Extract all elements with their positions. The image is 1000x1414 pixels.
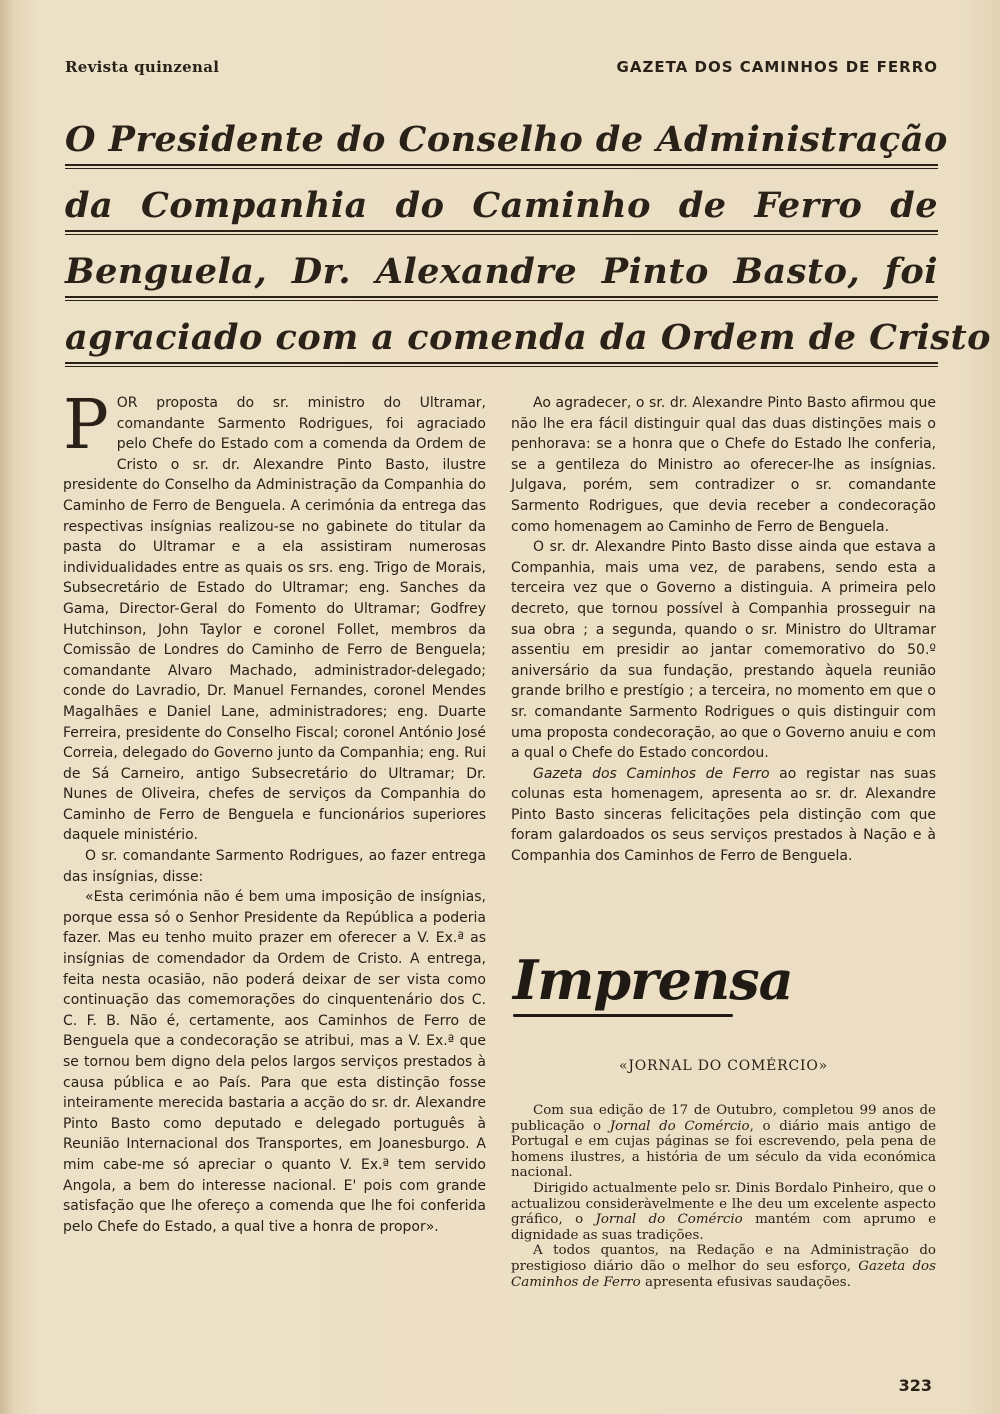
- paragraph-text: mantém com aprumo e dignidade as suas tradições.: [511, 1212, 936, 1243]
- imprensa-paragraph: [511, 1103, 936, 1181]
- imprensa-paragraph: [511, 1243, 936, 1290]
- publication-name: Gazeta dos Caminhos de Ferro: [533, 765, 770, 782]
- article-paragraph: [511, 764, 936, 867]
- article-column-left: [63, 386, 486, 1237]
- paragraph-text: OR proposta do sr. ministro do Ultramar, comandante Sarmento Rodrigues, foi agraciado pelo Chefe do Estado com a comenda da Ordem de Cristo o sr. dr. Alexandre Pinto Basto, ilustre presidente do Conselho da Administração da Companhia do Caminho de Ferro de Benguela. A cerimónia da entrega das respectivas insígnias realizou-se no gabinete do titular da pasta do Ultramar e a ela assistiram numerosas individualidades entre as quais os srs. eng. Trigo de Morais, Subsecretário de Estado do Ultramar; eng. Sanches da Gama, Director-Geral do Fomento do Ultramar; Godfrey Hutchinson, John Taylor e coronel Follet, membros da Comissão de Londres do Caminho de Ferro de Benguela; comandante Alvaro Machado, administrador-delegado; conde do Lavradio, Dr. Manuel Fernandes, coronel Mendes Magalhães e Daniel Lane, administradores; eng. Duarte Ferreira, presidente do Conselho Fiscal; coronel António José Correia, delegado do Governo junto da Companhia; eng. Rui de Sá Carneiro, antigo Subsecretário do Ultramar; Dr. Nunes de Oliveira, chefes de serviços da Companhia do Caminho de Ferro de Benguela e funcionários superiores daquele ministério.: [63, 395, 486, 844]
- paragraph-text: A todos quantos, na Redação e na Administração do prestigioso diário dão o melhor do seu esforço,: [511, 1243, 936, 1274]
- page-number: 323: [898, 1376, 932, 1395]
- article-paragraph: O sr. comandante Sarmento Rodrigues, ao fazer entrega das insígnias, disse:: [63, 848, 486, 885]
- article-paragraph: O sr. dr. Alexandre Pinto Basto disse ainda que estava a Companhia, mais uma vez, de parabens, sendo esta a terceira vez que o Governo a distinguia. A primeira pelo decreto, que tornou possível à Companhia prosseguir na sua obra ; a segunda, quando o sr. Ministro do Ultramar assentiu em presidir ao jantar comemorativo do 50.º aniversário da sua fundação, prestando àquela reunião grande brilho e prestígio ; a terceira, no momento em que o sr. comandante Sarmento Rodrigues o quis distinguir com uma proposta condecoração, ao que o Governo anuiu e com a qual o Chefe do Estado concordou.: [511, 539, 936, 762]
- title-line-3: Benguela, Dr. Alexandre Pinto Basto, foi: [65, 251, 938, 292]
- newspaper-name: Jornal do Comércio: [609, 1118, 750, 1134]
- running-header-left: Revista quinzenal: [65, 58, 220, 76]
- imprensa-section-logo: Imprensa: [513, 948, 793, 1012]
- article-paragraph: [63, 386, 486, 846]
- title-rule: [65, 362, 938, 367]
- newspaper-name: Jornal do Comércio: [595, 1212, 743, 1228]
- paragraph-text: , o diário mais antigo de Portugal e em cujas páginas se foi escrevendo, pela pena de homens ilustres, a história de um século da vida económica nacional.: [511, 1118, 936, 1181]
- logo-underline: [513, 1014, 733, 1017]
- title-rule: [65, 296, 938, 301]
- paragraph-text: ao registar nas suas colunas esta homenagem, apresenta ao sr. dr. Alexandre Pinto Basto sinceras felicitações pela distinção com que foram galardoados os seus serviços prestados à Nação e à Companhia dos Caminhos de Ferro de Benguela.: [511, 765, 936, 865]
- title-line-4: agraciado com a comenda da Ordem de Cristo: [65, 317, 991, 358]
- imprensa-column: [511, 1103, 936, 1290]
- article-paragraph: Ao agradecer, o sr. dr. Alexandre Pinto Basto afirmou que não lhe era fácil distinguir qual das duas distinções mais o penhorava: se a honra que o Chefe do Estado lhe conferia, se a gentileza do Ministro ao oferecer-lhe as insígnias. Julgava, porém, sem contradizer o sr. comandante Sarmento Rodrigues, que devia receber a condecoração como homenagem ao Caminho de Ferro de Benguela.: [511, 395, 936, 535]
- title-rule: [65, 164, 938, 169]
- title-line-1: O Presidente do Conselho de Administração: [65, 119, 948, 160]
- article-paragraph: «Esta cerimónia não é bem uma imposição de insígnias, porque essa só o Senhor Presidente da República a poderia fazer. Mas eu tenho muito prazer em oferecer a V. Ex.ª as insígnias de comendador da Ordem de Cristo. A entrega, feita nesta ocasião, não poderá deixar de ser vista como continuação das comemorações do cinquentenário dos C. C. F. B. Não é, certamente, aos Caminhos de Ferro de Benguela que a condecoração se atribui, mas a V. Ex.ª que se tornou bem digno dela pelos largos serviços prestados à causa pública e ao País. Para que esta distinção fosse inteiramente merecida bastaria a acção do sr. dr. Alexandre Pinto Basto como deputado e delegado português à Reunião Internacional dos Transportes, em Joanesburgo. A mim cabe-me só apreciar o quanto V. Ex.ª tem servido Angola, a bem do interesse nacional. E' pois com grande satisfação que lhe ofereço a comenda que lhe foi conferida pelo Chefe do Estado, a qual tive a honra de propor».: [63, 889, 486, 1235]
- title-line-2: da Companhia do Caminho de Ferro de: [65, 185, 938, 226]
- subsection-title: «JORNAL DO COMÉRCIO»: [618, 1058, 829, 1074]
- publication-name: Gazeta dos Caminhos de Ferro: [511, 1258, 936, 1290]
- paragraph-text: apresenta efusivas saudações.: [640, 1274, 851, 1290]
- drop-cap: P: [63, 386, 109, 465]
- imprensa-paragraph: [511, 1181, 936, 1243]
- paragraph-text: Dirigido actualmente pelo sr. Dinis Bordalo Pinheiro, que o actualizou consideràvelmente e lhe deu um excelente aspecto gráfico, o: [511, 1180, 936, 1228]
- article-title: [65, 118, 991, 382]
- title-rule: [65, 230, 938, 235]
- running-header-right: GAZETA DOS CAMINHOS DE FERRO: [616, 58, 938, 76]
- article-column-right: [511, 393, 936, 867]
- paragraph-text: Com sua edição de 17 de Outubro, completou 99 anos de publicação o: [511, 1103, 936, 1134]
